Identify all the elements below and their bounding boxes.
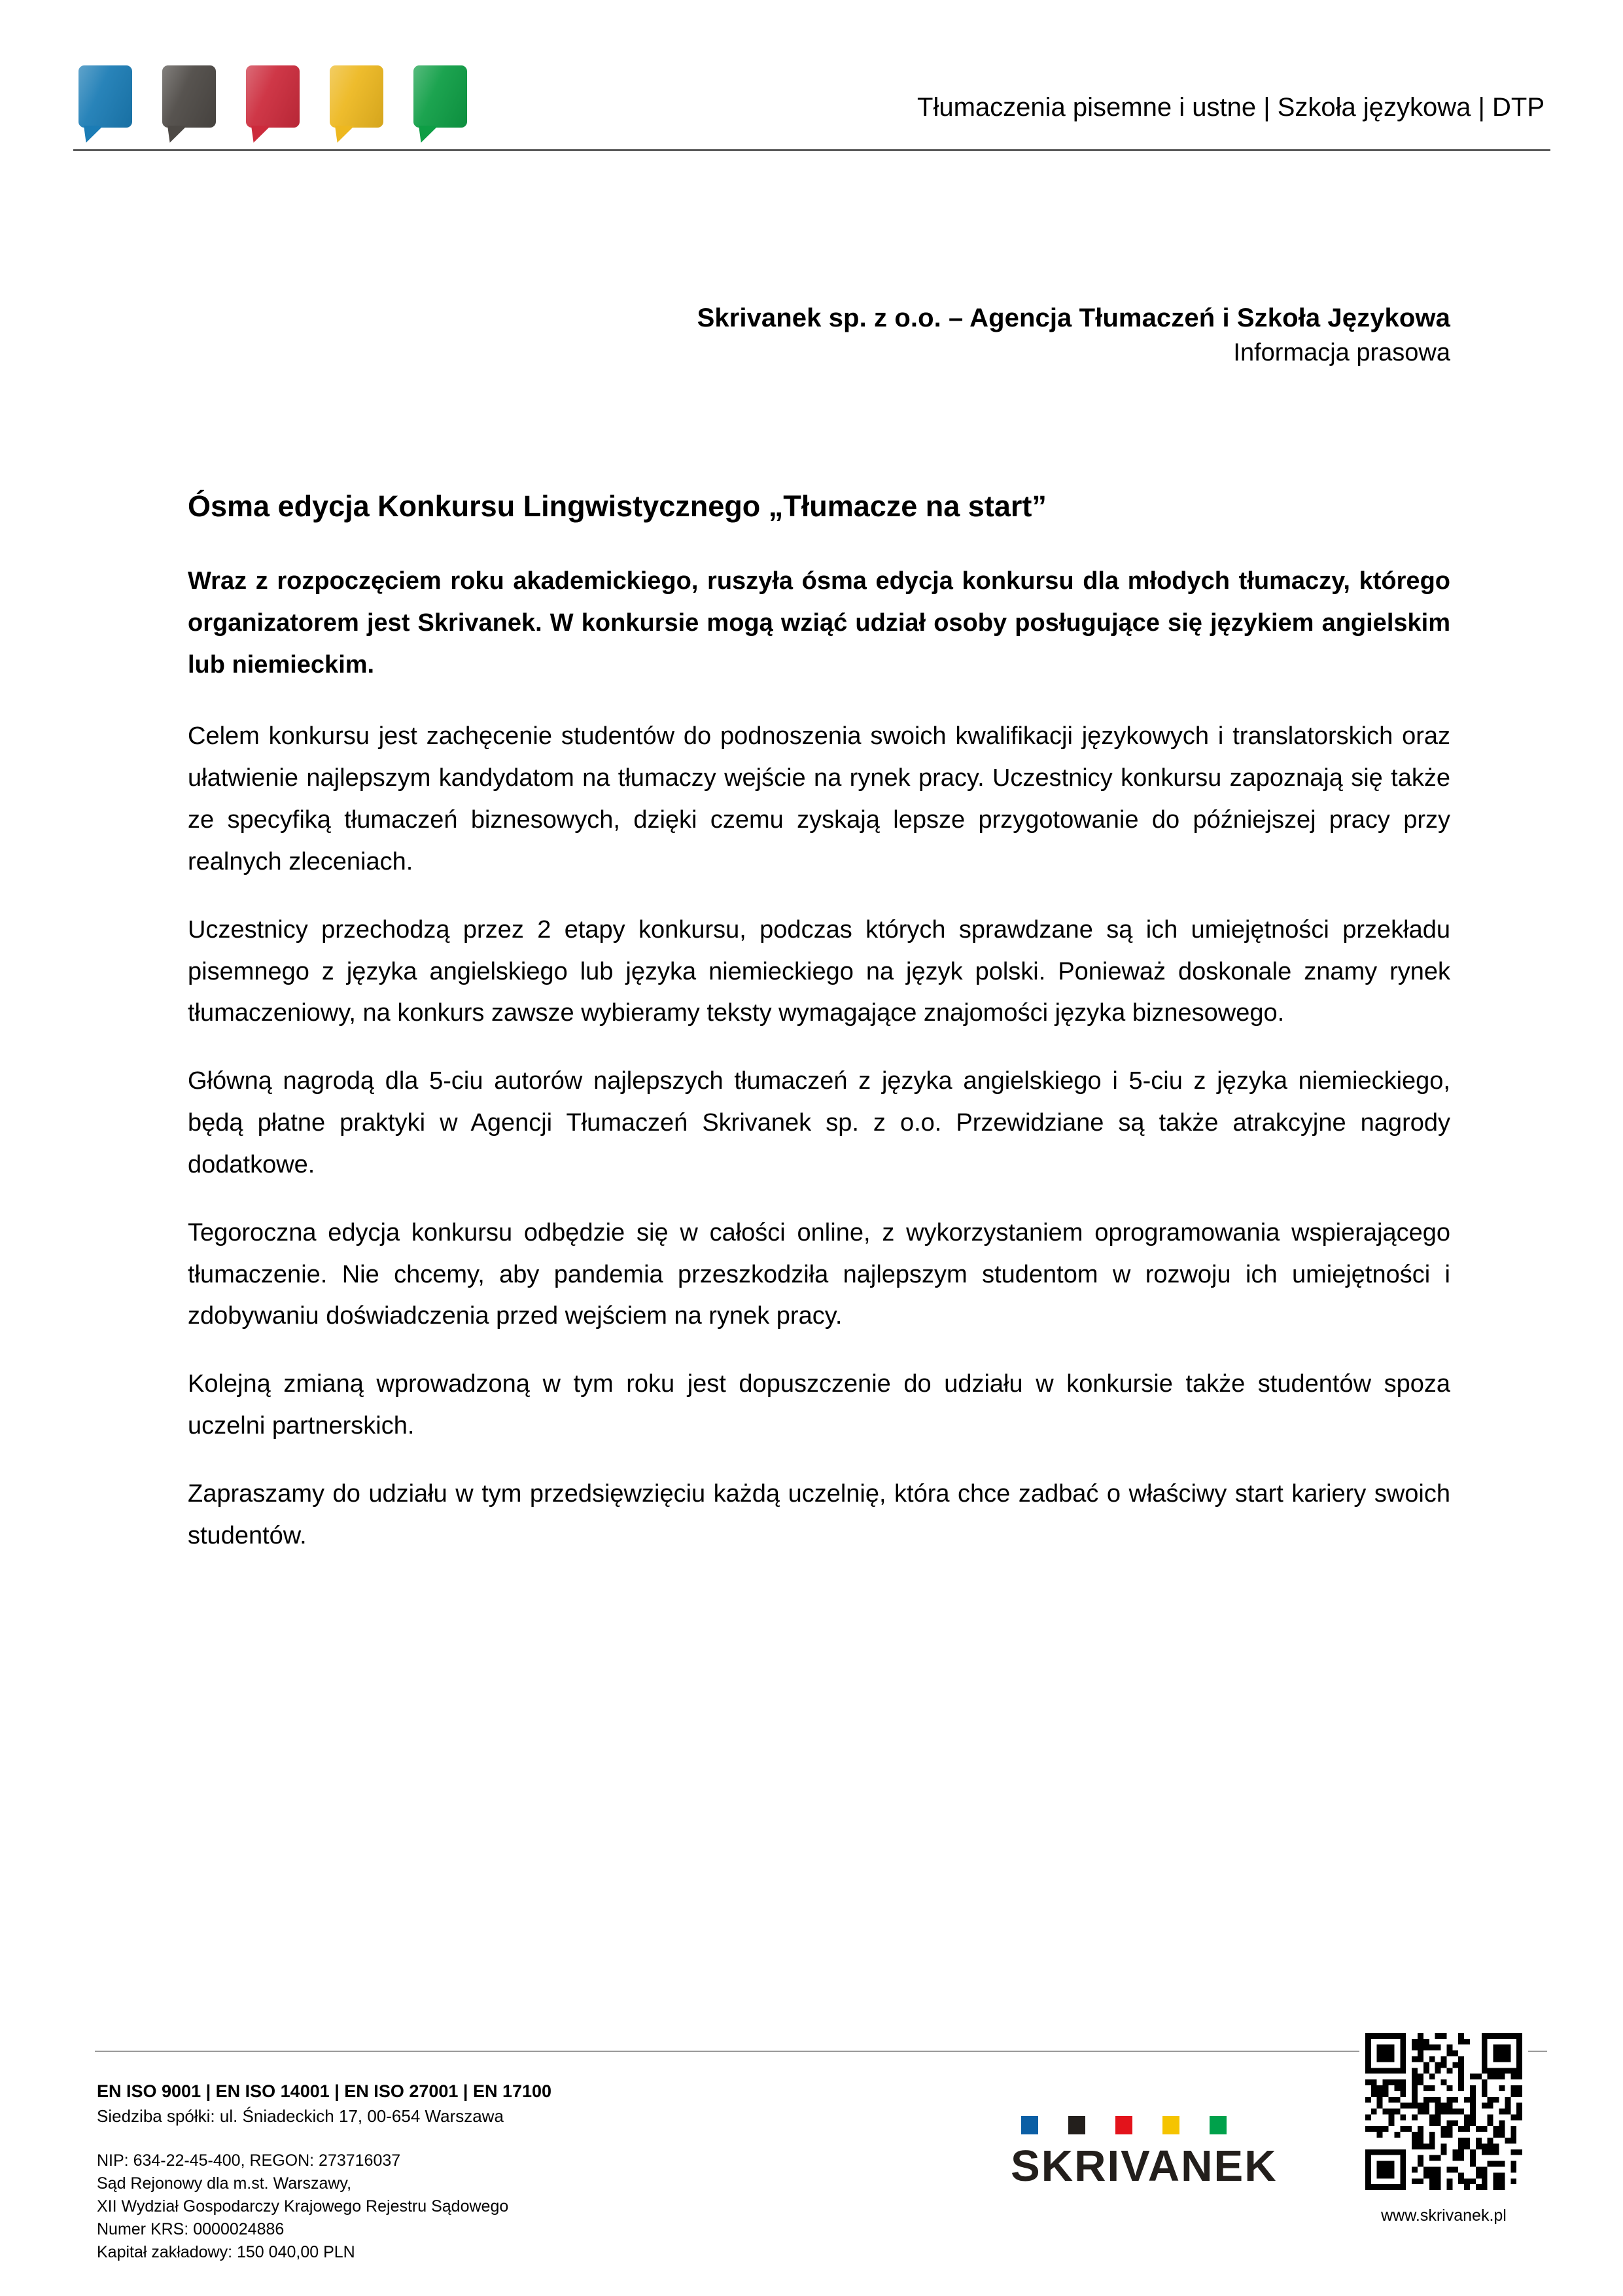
logo-square-blue-icon bbox=[1021, 2116, 1038, 2134]
qr-code-icon bbox=[1359, 2027, 1528, 2196]
body-paragraph-1: Celem konkursu jest zachęcenie studentów do podnoszenia swoich kwalifikacji językowych i translatorskich oraz ułatwienie najlepszym kandydatom na tłumaczy wejście na rynek pracy. Uczestnicy konkursu zapoznają się także ze specyfiką tłumaczeń biznesowych, dzięki czemu zyskają lepsze przygotowanie do późniejszej pracy przy realnych zleceniach. bbox=[188, 722, 1450, 875]
body-paragraph-2: Uczestnicy przechodzą przez 2 etapy konkursu, podczas których sprawdzane są ich umiejętności przekładu pisemnego z języka angielskiego lub języka niemieckiego na język polski. Ponieważ doskonale znamy rynek tłumaczeniowy, na konkurs zawsze wybieramy teksty wymagające znajomości języka biznesowego. bbox=[188, 915, 1450, 1027]
sender-company-name: Skrivanek sp. z o.o. – Agencja Tłumaczeń i Szkoła Językowa bbox=[697, 304, 1450, 332]
body-paragraph-6: Zapraszamy do udziału w tym przedsięwzięciu każdą uczelnię, która chce zadbać o właściwy start kariery swoich studentów. bbox=[188, 1479, 1450, 1549]
header-tagline: Tłumaczenia pisemne i ustne | Szkoła językowa | DTP bbox=[917, 93, 1544, 122]
sender-block bbox=[188, 301, 1450, 370]
footer-legal-line-2: Sąd Rejonowy dla m.st. Warszawy, bbox=[97, 2174, 352, 2193]
speech-bubble-red-icon bbox=[246, 65, 300, 128]
speech-bubble-blue-icon bbox=[79, 65, 132, 128]
body-paragraph-5: Kolejną zmianą wprowadzoną w tym roku jest dopuszczenie do udziału w konkursie także studentów spoza uczelni partnerskich. bbox=[188, 1370, 1450, 1440]
skrivanek-bubble-logo bbox=[79, 65, 467, 128]
logo-square-black-icon bbox=[1068, 2116, 1085, 2134]
footer-legal-line-5: Kapitał zakładowy: 150 040,00 PLN bbox=[97, 2243, 355, 2262]
footer-legal-line-3: XII Wydział Gospodarczy Krajowego Rejestru Sądowego bbox=[97, 2197, 509, 2216]
document-body bbox=[188, 301, 1450, 1583]
logo-square-green-icon bbox=[1210, 2116, 1227, 2134]
body-paragraph-3: Główną nagrodą dla 5-ciu autorów najlepszych tłumaczeń z języka angielskiego i 5-ciu z języka niemieckiego, będą płatne praktyki w Agencji Tłumaczeń Skrivanek sp. z o.o. Przewidziane są także atrakcyjne nagrody dodatkowe. bbox=[188, 1067, 1450, 1178]
skrivanek-logo bbox=[1011, 2116, 1292, 2191]
logo-square-red-icon bbox=[1115, 2116, 1132, 2134]
logo-square-yellow-icon bbox=[1162, 2116, 1179, 2134]
page-header bbox=[0, 0, 1623, 160]
footer-legal-block bbox=[97, 2149, 816, 2264]
logo-wordmark: SKRIVANEK bbox=[1011, 2142, 1278, 2191]
footer-iso-certifications: EN ISO 9001 | EN ISO 14001 | EN ISO 27001 | EN 17100 bbox=[97, 2081, 552, 2101]
body-paragraph-4: Tegoroczna edycja konkursu odbędzie się w całości online, z wykorzystaniem oprogramowania wspierającego tłumaczenie. Nie chcemy, aby pandemia przeszkodziła najlepszym studentom w rozwoju ich umiejętności i zdobywaniu doświadczenia przed wejściem na rynek pracy. bbox=[188, 1218, 1450, 1330]
footer-company-details bbox=[97, 2080, 816, 2264]
speech-bubble-yellow-icon bbox=[330, 65, 383, 128]
speech-bubble-gray-icon bbox=[162, 65, 216, 128]
qr-code-block bbox=[1359, 2027, 1528, 2225]
page-title: Ósma edycja Konkursu Lingwistycznego „Tłumacze na start” bbox=[188, 489, 1047, 523]
lead-paragraph: Wraz z rozpoczęciem roku akademickiego, ruszyła ósma edycja konkursu dla młodych tłumaczy, którego organizatorem jest Skrivanek. W konkursie mogą wziąć udział osoby posługujące się językiem angielskim lub niemieckim. bbox=[188, 567, 1450, 679]
footer-legal-line-1: NIP: 634-22-45-400, REGON: 273716037 bbox=[97, 2151, 401, 2170]
speech-bubble-green-icon bbox=[413, 65, 467, 128]
footer-divider bbox=[95, 2051, 1547, 2052]
website-url-caption: www.skrivanek.pl bbox=[1381, 2206, 1507, 2225]
logo-color-squares bbox=[1011, 2116, 1292, 2134]
footer-registered-address: Siedziba spółki: ul. Śniadeckich 17, 00-654 Warszawa bbox=[97, 2106, 504, 2126]
header-divider bbox=[73, 149, 1550, 151]
footer-legal-line-4: Numer KRS: 0000024886 bbox=[97, 2220, 285, 2239]
sender-document-type: Informacja prasowa bbox=[1233, 338, 1450, 366]
